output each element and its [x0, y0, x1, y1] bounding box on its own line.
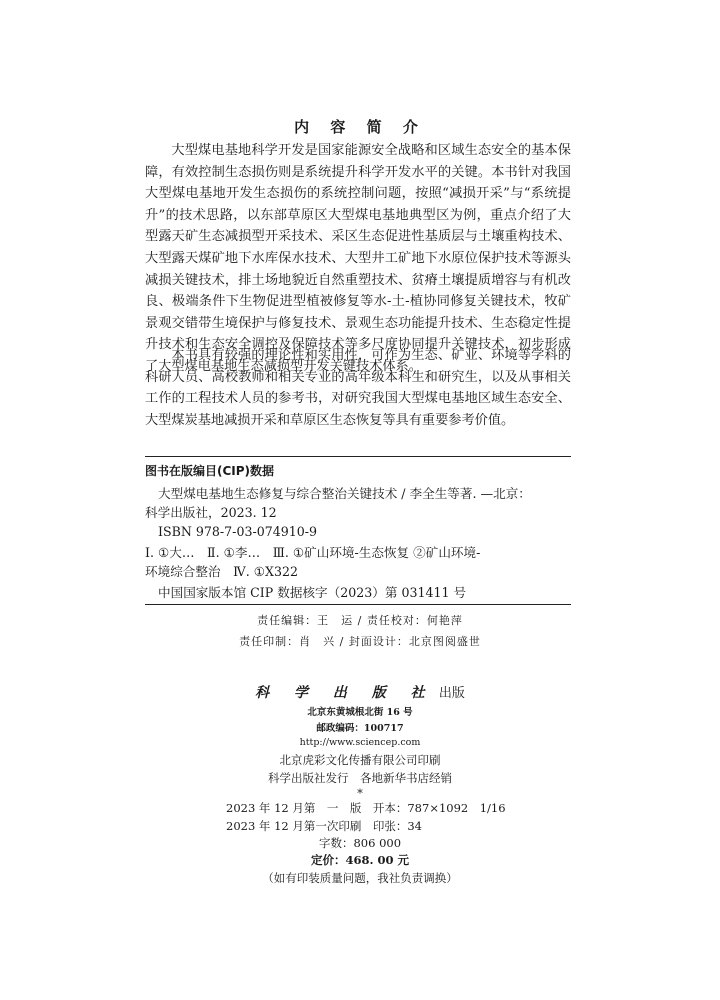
word-count: 字数：806 000 [318, 836, 402, 850]
publisher-suffix: 出版 [438, 686, 465, 701]
summary-title: 内 容 简 介 [294, 118, 426, 136]
price: 定价：468. 00 元 [310, 853, 410, 867]
cip-top-rule [145, 456, 571, 457]
summary-paragraph-1: 大型煤电基地科学开发是国家能源安全战略和区域生态安全的基本保障，有效控制生态损伤则是系统提升科学开发水平的关键。本书针对我国大型煤电基地开发生态损伤的系统控制问题，按照“减损开采”与“系统提升”的技术思路，以东部草原区大型煤电基地典型区为例，重点介绍了大型露天矿生态减损型开采技术、采区生态促进性基质层与土壤重构技术、大型露天煤矿地下水库保水技术、大型井工矿地下水原位保护技术等源头减损关键技术，排土场地貌近自然重塑技术、贫瘠土壤提质增容与有机改良、极端条件下生物促进型植被修复等水-土-植协同修复关键技术，牧矿景观交错带生境保护与修复技术、景观生态功能提升技术、生态稳定性提升技术和生态安全调控及保障技术等多尺度协同提升关键技术，初步形成了大型煤电基地生态减损型开发关键技术体系。 [145, 143, 571, 374]
quality-notice: （如有印装质量问题，我社负责调换） [262, 871, 458, 885]
credits-line-2: 责任印制：肖 兴 / 封面设计：北京图阅盛世 [239, 635, 481, 648]
cip-bottom-rule [145, 604, 571, 605]
cip-record-line-2: 科学出版社，2023. 12 [145, 505, 277, 520]
cip-isbn: ISBN 978-7-03-074910-9 [158, 524, 318, 539]
cip-record-line-1: 大型煤电基地生态修复与综合整治关键技术 / 李全生等著. —北京： [158, 486, 531, 501]
summary-paragraph-2: 本书具有较强的理论性和实用性，可作为生态、矿业、环境等学科的科研人员、高校教师和相关专业的高年级本科生和研究生，以及从事相关工作的工程技术人员的参考书，对研究我国大型煤电基地区域生态安全、大型煤炭基地减损开采和草原区生态恢复等具有重要参考价值。 [145, 348, 571, 428]
printer: 北京虎彩文化传播有限公司印刷 [279, 753, 441, 767]
printing-line: 2023 年 12 月第一次印刷 印张：34 [226, 819, 422, 833]
cip-verification: 中国国家版本馆 CIP 数据核字（2023）第 031411 号 [158, 585, 467, 600]
credits-line-1: 责任编辑：王 运 / 责任校对：何艳萍 [257, 614, 463, 627]
publisher-line [0, 682, 720, 702]
publisher-postcode: 邮政编码：100717 [316, 723, 404, 734]
cip-classification-line-1: Ⅰ. ①大… Ⅱ. ①李… Ⅲ. ①矿山环境-生态恢复 ②矿山环境- [145, 545, 481, 560]
publisher-address: 北京东黄城根北街 16 号 [307, 707, 413, 718]
edition-line: 2023 年 12 月第 一 版 开本：787×1092 1/16 [226, 801, 506, 815]
separator-star: * [357, 786, 363, 800]
cip-classification-line-2: 环境综合整治 Ⅳ. ①X322 [145, 564, 299, 579]
cip-heading: 图书在版编目(CIP)数据 [145, 464, 275, 478]
distribution: 科学出版社发行 各地新华书店经销 [268, 771, 452, 785]
publisher-url: http://www.sciencep.com [299, 737, 421, 748]
publisher-name: 科 学 出 版 社 [255, 685, 435, 701]
